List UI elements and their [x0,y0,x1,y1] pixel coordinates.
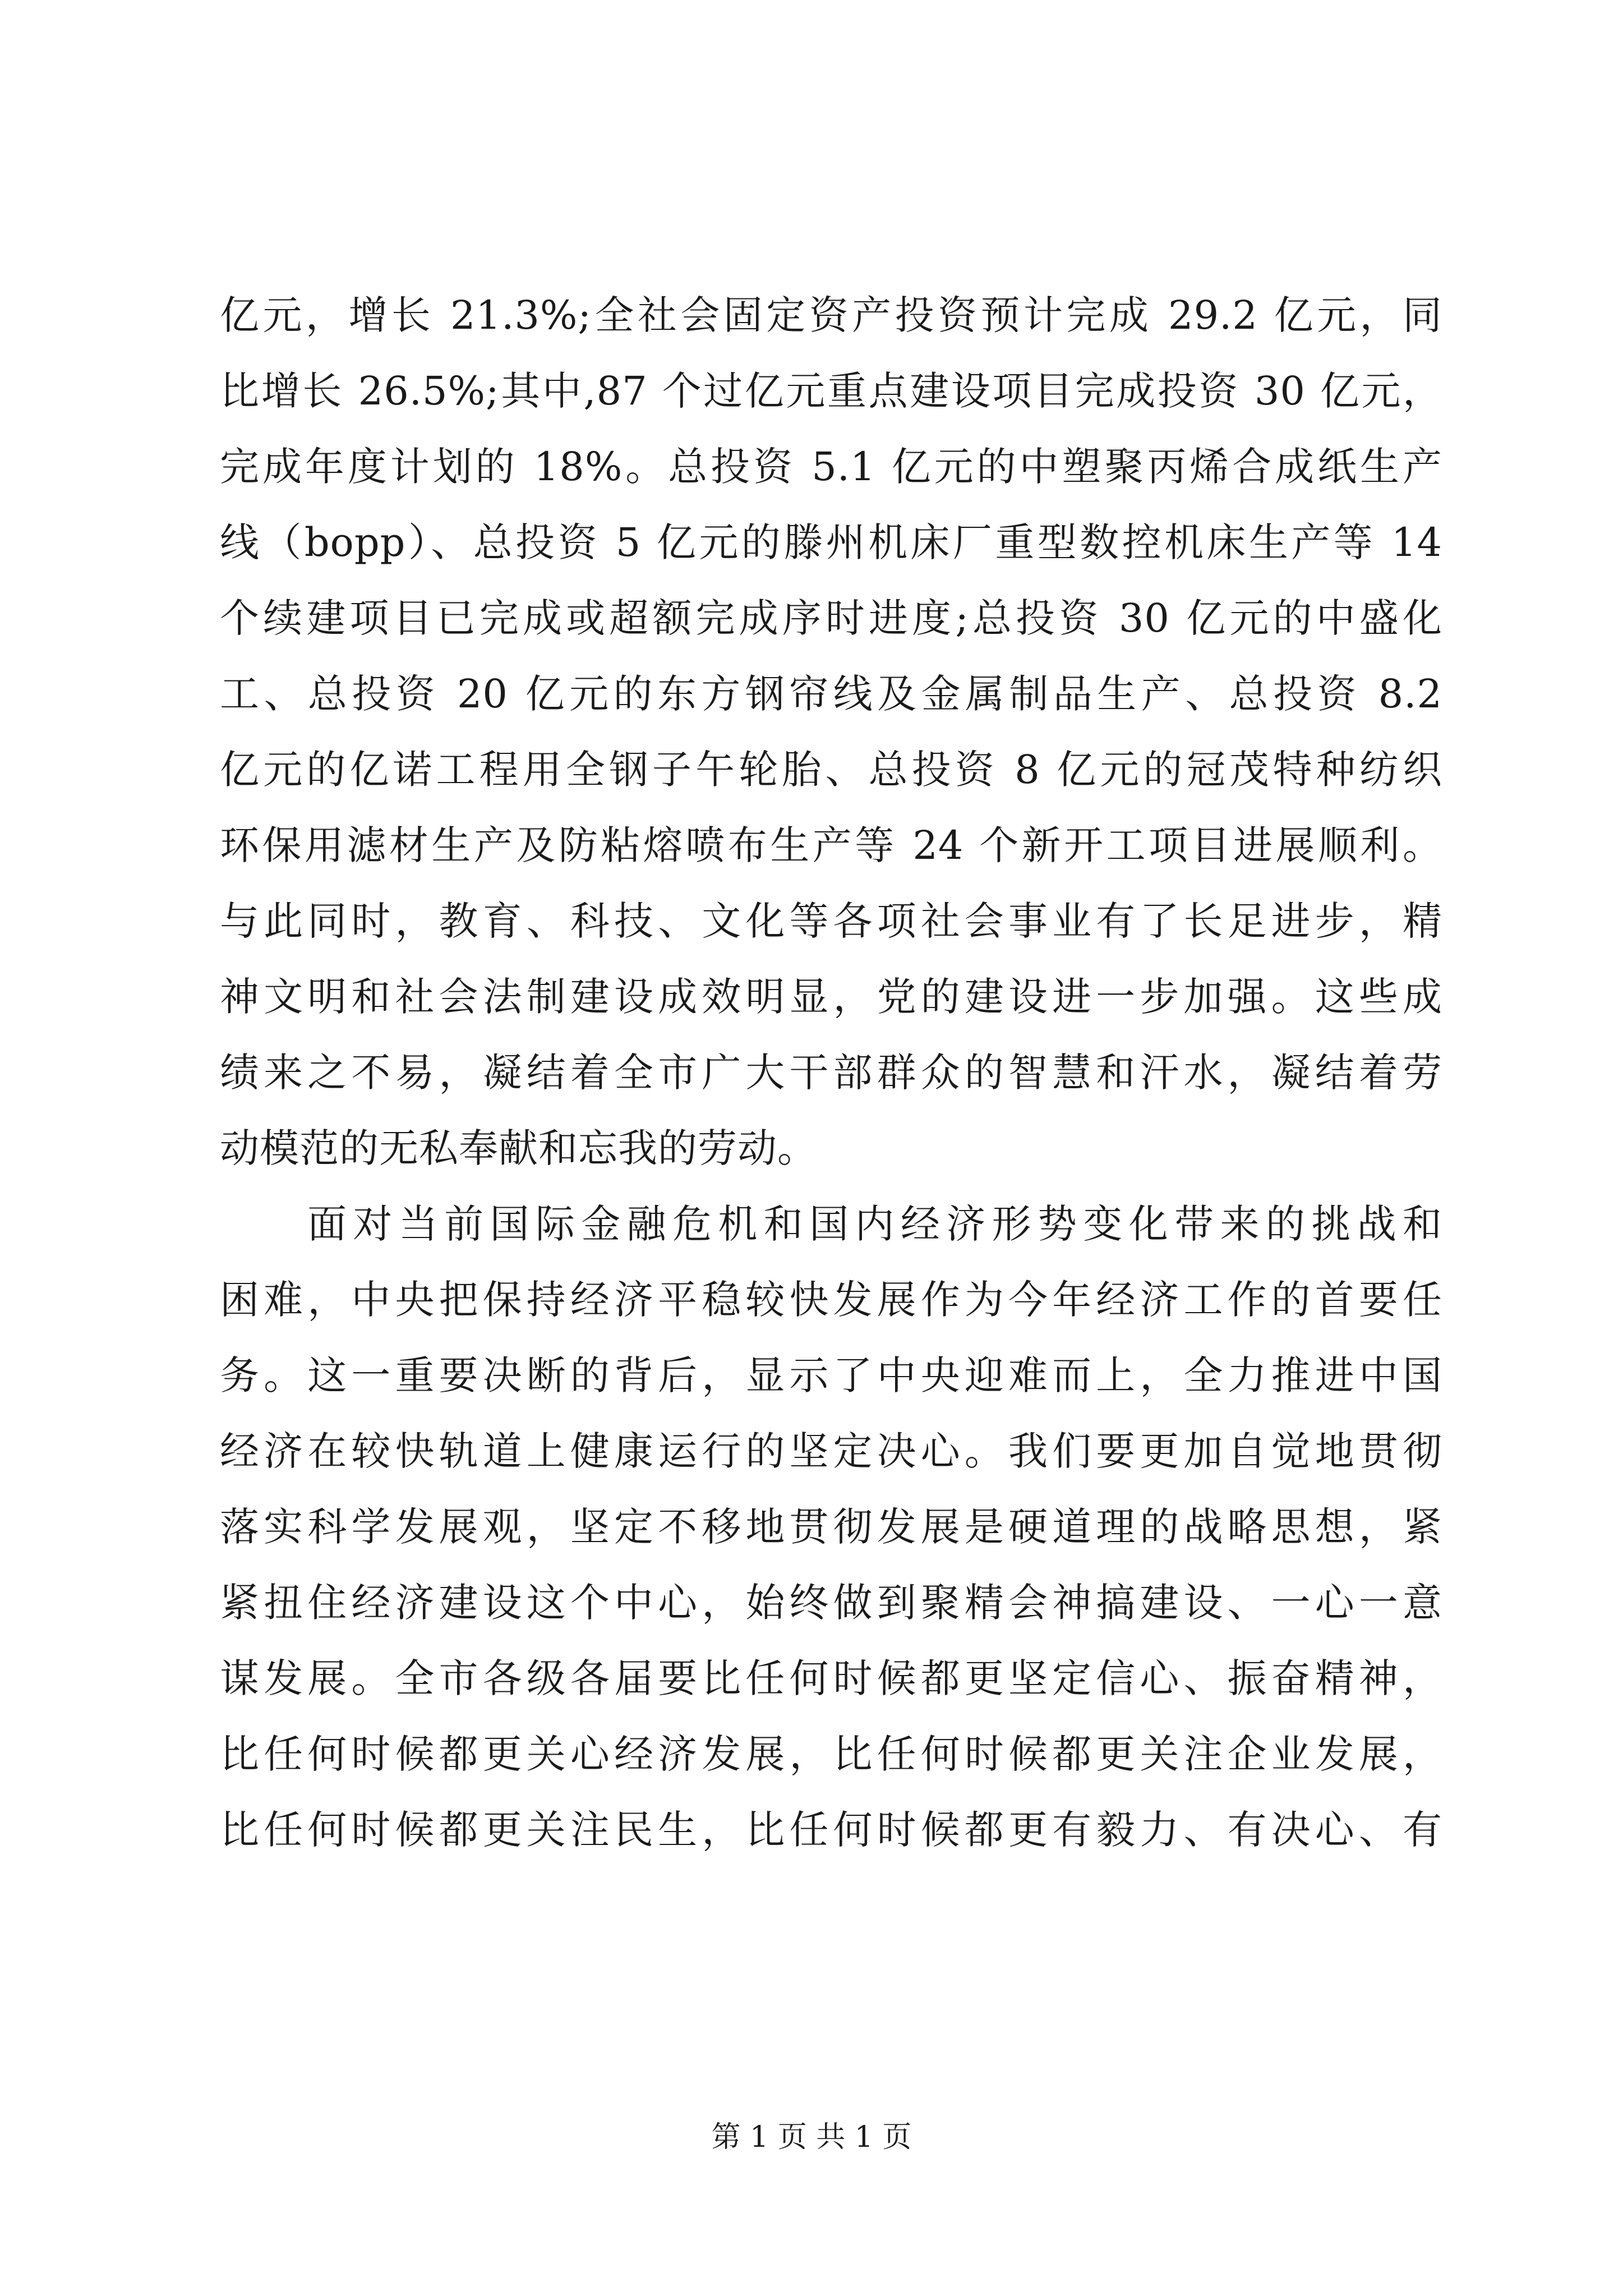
paragraph-line: 经济在较快轨道上健康运行的坚定决心。我们要更加自觉地贯彻 [220,1428,1442,1474]
paragraph-line: 谋发展。全市各级各届要比任何时候都更坚定信心、振奋精神， [220,1655,1442,1701]
paragraph-line: 个续建项目已完成或超额完成序时进度;总投资 30 亿元的中盛化 [220,595,1442,641]
paragraph-line: 亿元，增长 21.3%;全社会固定资产投资预计完成 29.2 亿元，同 [220,292,1442,338]
paragraph-line: 面对当前国际金融危机和国内经济形势变化带来的挑战和 [307,1201,1442,1247]
paragraph-line: 比增长 26.5%;其中,87 个过亿元重点建设项目完成投资 30 亿元， [220,368,1442,414]
paragraph-line: 亿元的亿诺工程用全钢子午轮胎、总投资 8 亿元的冠茂特种纺织 [220,747,1442,793]
paragraph-line: 完成年度计划的 18%。总投资 5.1 亿元的中塑聚丙烯合成纸生产 [220,444,1442,490]
paragraph-line: 务。这一重要决断的背后，显示了中央迎难而上，全力推进中国 [220,1352,1442,1398]
paragraph-line: 动模范的无私奉献和忘我的劳动。 [220,1125,817,1171]
paragraph-line: 线（bopp）、总投资 5 亿元的滕州机床厂重型数控机床生产等 14 [220,519,1442,565]
paragraph-line: 工、总投资 20 亿元的东方钢帘线及金属制品生产、总投资 8.2 [220,671,1442,717]
paragraph-line: 比任何时候都更关注民生，比任何时候都更有毅力、有决心、有 [220,1807,1442,1853]
paragraph-line: 紧扭住经济建设这个中心，始终做到聚精会神搞建设、一心一意 [220,1580,1442,1626]
paragraph-line: 与此同时，教育、科技、文化等各项社会事业有了长足进步，精 [220,898,1442,944]
page-footer [0,2115,1623,2160]
paragraph-line: 比任何时候都更关心经济发展，比任何时候都更关注企业发展， [220,1731,1442,1777]
page-number-label: 第 1 页 共 1 页 [711,2120,912,2154]
paragraph-line: 环保用滤材生产及防粘熔喷布生产等 24 个新开工项目进展顺利。 [220,822,1442,868]
paragraph-line: 神文明和社会法制建设成效明显，党的建设进一步加强。这些成 [220,974,1442,1020]
paragraph-line: 困难，中央把保持经济平稳较快发展作为今年经济工作的首要任 [220,1277,1442,1323]
paragraph-line: 落实科学发展观，坚定不移地贯彻发展是硬道理的战略思想，紧 [220,1504,1442,1550]
paragraph-line: 绩来之不易，凝结着全市广大干部群众的智慧和汗水，凝结着劳 [220,1050,1442,1096]
